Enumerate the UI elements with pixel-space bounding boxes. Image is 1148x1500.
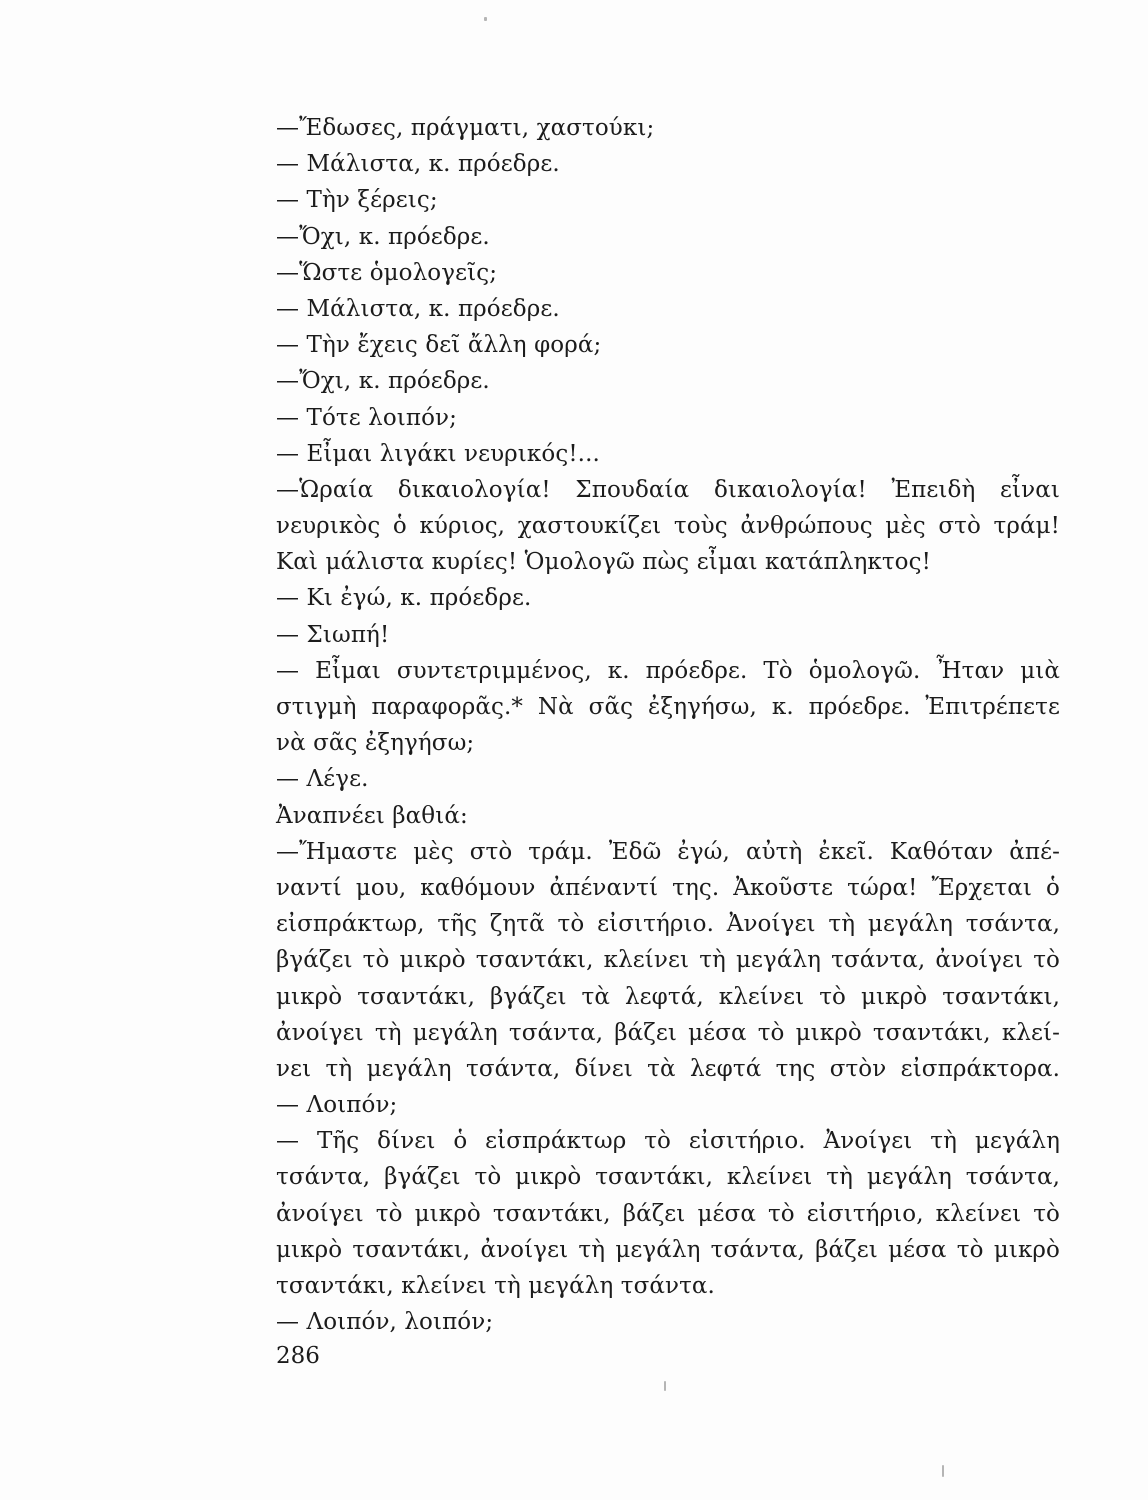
text-line: — Σιωπή! — [276, 621, 390, 648]
text-line: —Ἤμαστε μὲς στὸ τράμ. Ἐδῶ ἐγώ, αὐτὴ ἐκεῖ. Καθόταν ἀπέ- — [276, 838, 1060, 865]
text-line: —Ὄχι, κ. πρόεδρε. — [276, 223, 490, 250]
text-line: — Κι ἐγώ, κ. πρόεδρε. — [276, 585, 532, 612]
text-line: ἀνοίγει τὴ μεγάλη τσάντα, βάζει μέσα τὸ μικρὸ τσαντάκι, κλεί- — [276, 1019, 1060, 1046]
text-line: στιγμὴ παραφορᾶς.* Νὰ σᾶς ἐξηγήσω, κ. πρόεδρε. Ἐπιτρέπετε — [276, 694, 1060, 720]
text-line: μικρὸ τσαντάκι, ἀνοίγει τὴ μεγάλη τσάντα, βάζει μέσα τὸ μικρὸ — [276, 1236, 1060, 1263]
text-line: — Τὴν ἔχεις δεῖ ἄλλη φορά; — [276, 332, 602, 359]
text-line: —Ὄχι, κ. πρόεδρε. — [276, 368, 490, 395]
text-line: βγάζει τὸ μικρὸ τσαντάκι, κλείνει τὴ μεγάλη τσάντα, ἀνοίγει τὸ — [276, 947, 1060, 974]
text-line: — Τότε λοιπόν; — [276, 404, 457, 431]
text-line: τσαντάκι, κλείνει τὴ μεγάλη τσάντα. — [276, 1273, 715, 1299]
text-line: — Εἶμαι λιγάκι νευρικός!... — [276, 440, 600, 467]
text-line: —Ὡραία δικαιολογία! Σπουδαία δικαιολογία! Ἐπειδὴ εἶναι — [276, 476, 1060, 503]
text-line: μικρὸ τσαντάκι, βγάζει τὰ λεφτά, κλείνει τὸ μικρὸ τσαντάκι, — [276, 983, 1060, 1010]
text-line: νὰ σᾶς ἐξηγήσω; — [276, 730, 475, 757]
text-line: ναντί μου, καθόμουν ἀπέναντί της. Ἀκοῦστε τώρα! Ἔρχεται ὁ — [276, 874, 1060, 901]
paper-speck — [664, 1381, 666, 1391]
text-line: νει τὴ μεγάλη τσάντα, δίνει τὰ λεφτά της στὸν εἰσπράκτορα. — [276, 1055, 1060, 1082]
text-line: εἰσπράκτωρ, τῆς ζητᾶ τὸ εἰσιτήριο. Ἀνοίγει τὴ μεγάλη τσάντα, — [276, 911, 1060, 938]
paper-speck — [942, 1465, 944, 1477]
text-line: — Μάλιστα, κ. πρόεδρε. — [276, 151, 560, 178]
text-line: — Λοιπόν; — [276, 1092, 398, 1119]
text-line: — Μάλιστα, κ. πρόεδρε. — [276, 295, 560, 322]
text-line: —Ὥστε ὁμολογεῖς; — [276, 259, 498, 286]
text-line: νευρικὸς ὁ κύριος, χαστουκίζει τοὺς ἀνθρώπους μὲς στὸ τράμ! — [276, 513, 1060, 540]
text-line: — Λοιπόν, λοιπόν; — [276, 1309, 494, 1336]
text-line: — Εἶμαι συντετριμμένος, κ. πρόεδρε. Τὸ ὁμολογῶ. Ἦταν μιὰ — [276, 657, 1060, 684]
text-line: —Ἔδωσες, πράγματι, χαστούκι; — [276, 115, 655, 141]
text-line: τσάντα, βγάζει τὸ μικρὸ τσαντάκι, κλείνει τὴ μεγάλη τσάντα, — [276, 1164, 1060, 1191]
paper-speck — [484, 17, 487, 21]
text-line: — Τὴν ξέρεις; — [276, 187, 438, 214]
text-line: Καὶ μάλιστα κυρίες! Ὁμολογῶ πὼς εἶμαι κατάπληκτος! — [276, 549, 931, 576]
text-line: — Τῆς δίνει ὁ εἰσπράκτωρ τὸ εἰσιτήριο. Ἀνοίγει τὴ μεγάλη — [276, 1128, 1060, 1155]
page-number: 286 — [276, 1343, 320, 1369]
text-line: — Λέγε. — [276, 766, 369, 793]
text-line: Ἀναπνέει βαθιά: — [276, 802, 468, 829]
text-line: ἀνοίγει τὸ μικρὸ τσαντάκι, βάζει μέσα τὸ εἰσιτήριο, κλείνει τὸ — [276, 1200, 1060, 1227]
body-text — [276, 110, 1060, 1340]
